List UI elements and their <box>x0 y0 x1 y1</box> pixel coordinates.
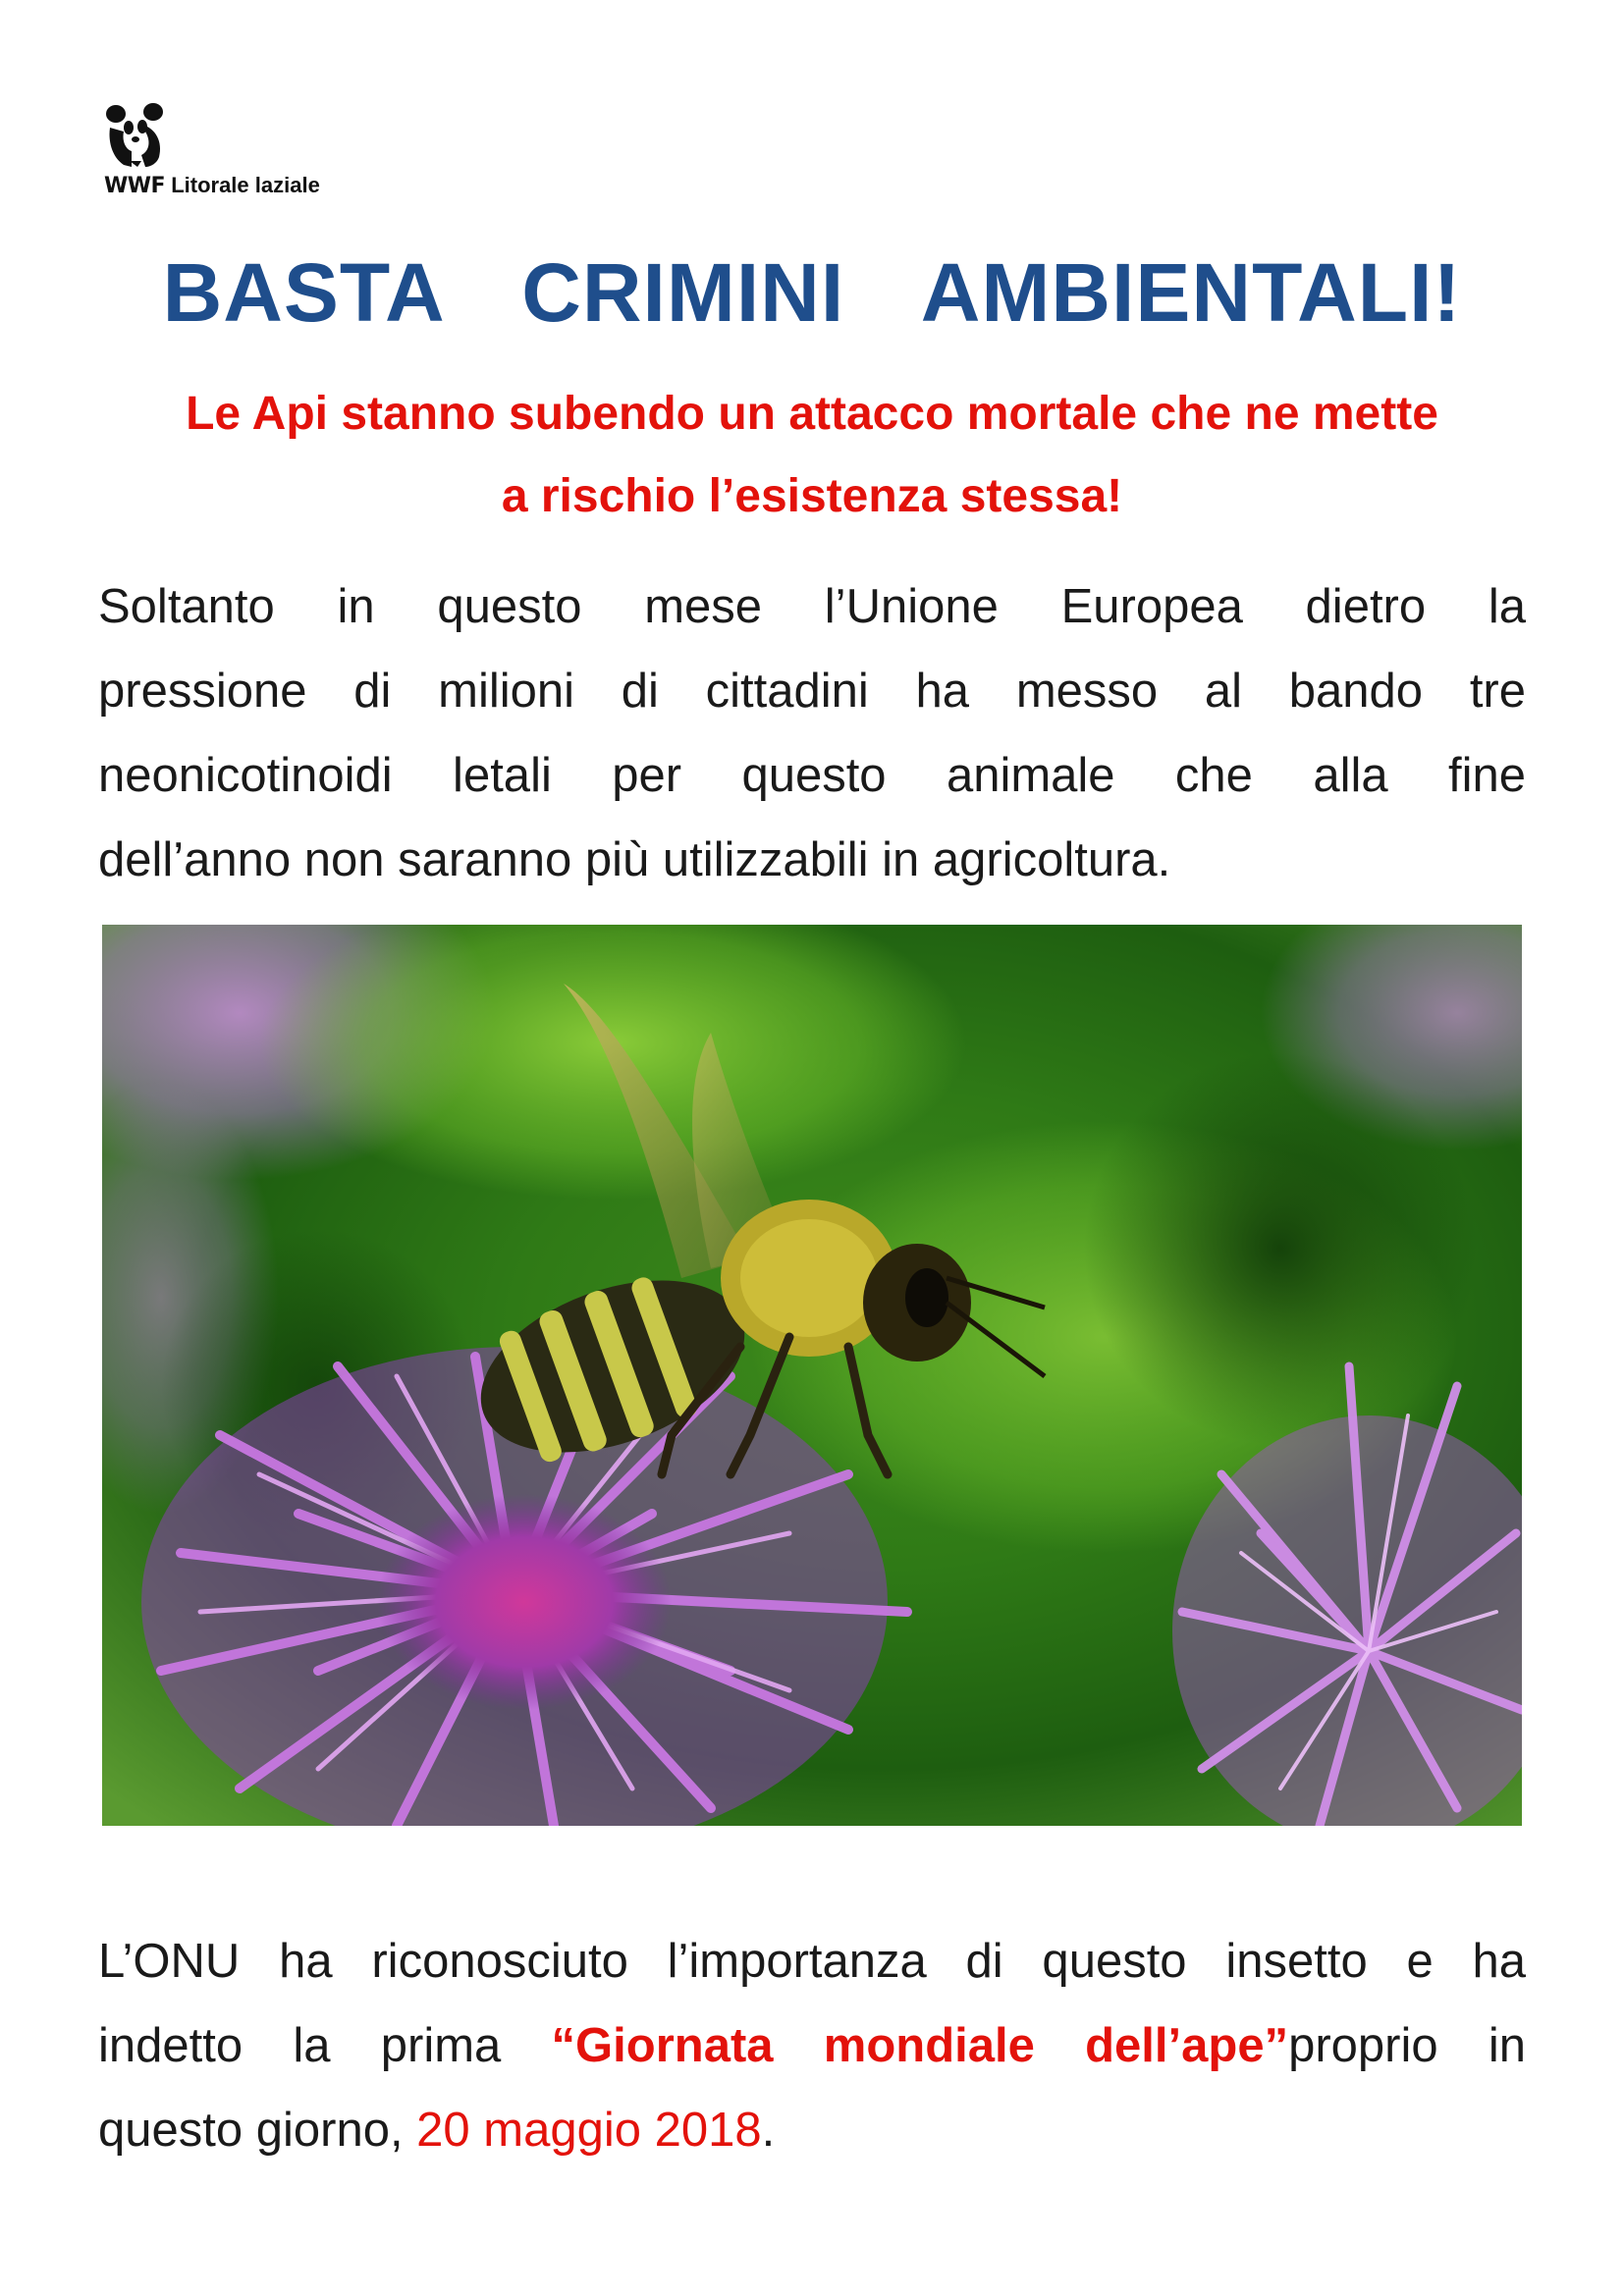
paragraph-line: neonicotinoidi letali per questo animale che alla fine <box>98 749 1526 802</box>
logo-region: Litorale laziale <box>171 173 320 197</box>
paragraph-line: dell’anno non saranno più utilizzabili in agricoltura. <box>98 833 1171 886</box>
intro-paragraph <box>98 564 1526 902</box>
onu-paragraph <box>98 1919 1526 2172</box>
paragraph-line: L’ONU ha riconosciuto l’importanza di questo insetto e ha <box>98 1935 1526 1988</box>
page-title: BASTA CRIMINI AMBIENTALI! <box>162 246 1462 339</box>
logo-caption <box>104 173 320 198</box>
subtitle-line-2: a rischio l’esistenza stessa! <box>501 470 1123 522</box>
line-text: questo giorno, <box>98 2104 417 2157</box>
paragraph-line: pressione di milioni di cittadini ha messo al bando tre <box>98 665 1526 718</box>
paragraph-line: Soltanto in questo mese l’Unione Europea dietro la <box>98 580 1526 633</box>
event-date: 20 maggio 2018 <box>416 2104 762 2157</box>
subtitle <box>98 373 1526 538</box>
line-text: . <box>761 2104 776 2157</box>
paragraph-line-with-date <box>98 2088 1526 2172</box>
wwf-logo <box>102 102 338 200</box>
paragraph-line-with-event <box>98 2003 1526 2088</box>
line-text: indetto la prima <box>98 2019 552 2072</box>
logo-brand: WWF <box>104 174 166 198</box>
subtitle-line-1: Le Api stanno subendo un attacco mortale che ne mette <box>186 388 1438 440</box>
event-name: “Giornata mondiale dell’ape” <box>551 2019 1289 2072</box>
bee-on-purple-flower-image <box>102 925 1522 1826</box>
panda-icon <box>102 102 171 171</box>
line-text: proprio in <box>1288 2019 1527 2072</box>
